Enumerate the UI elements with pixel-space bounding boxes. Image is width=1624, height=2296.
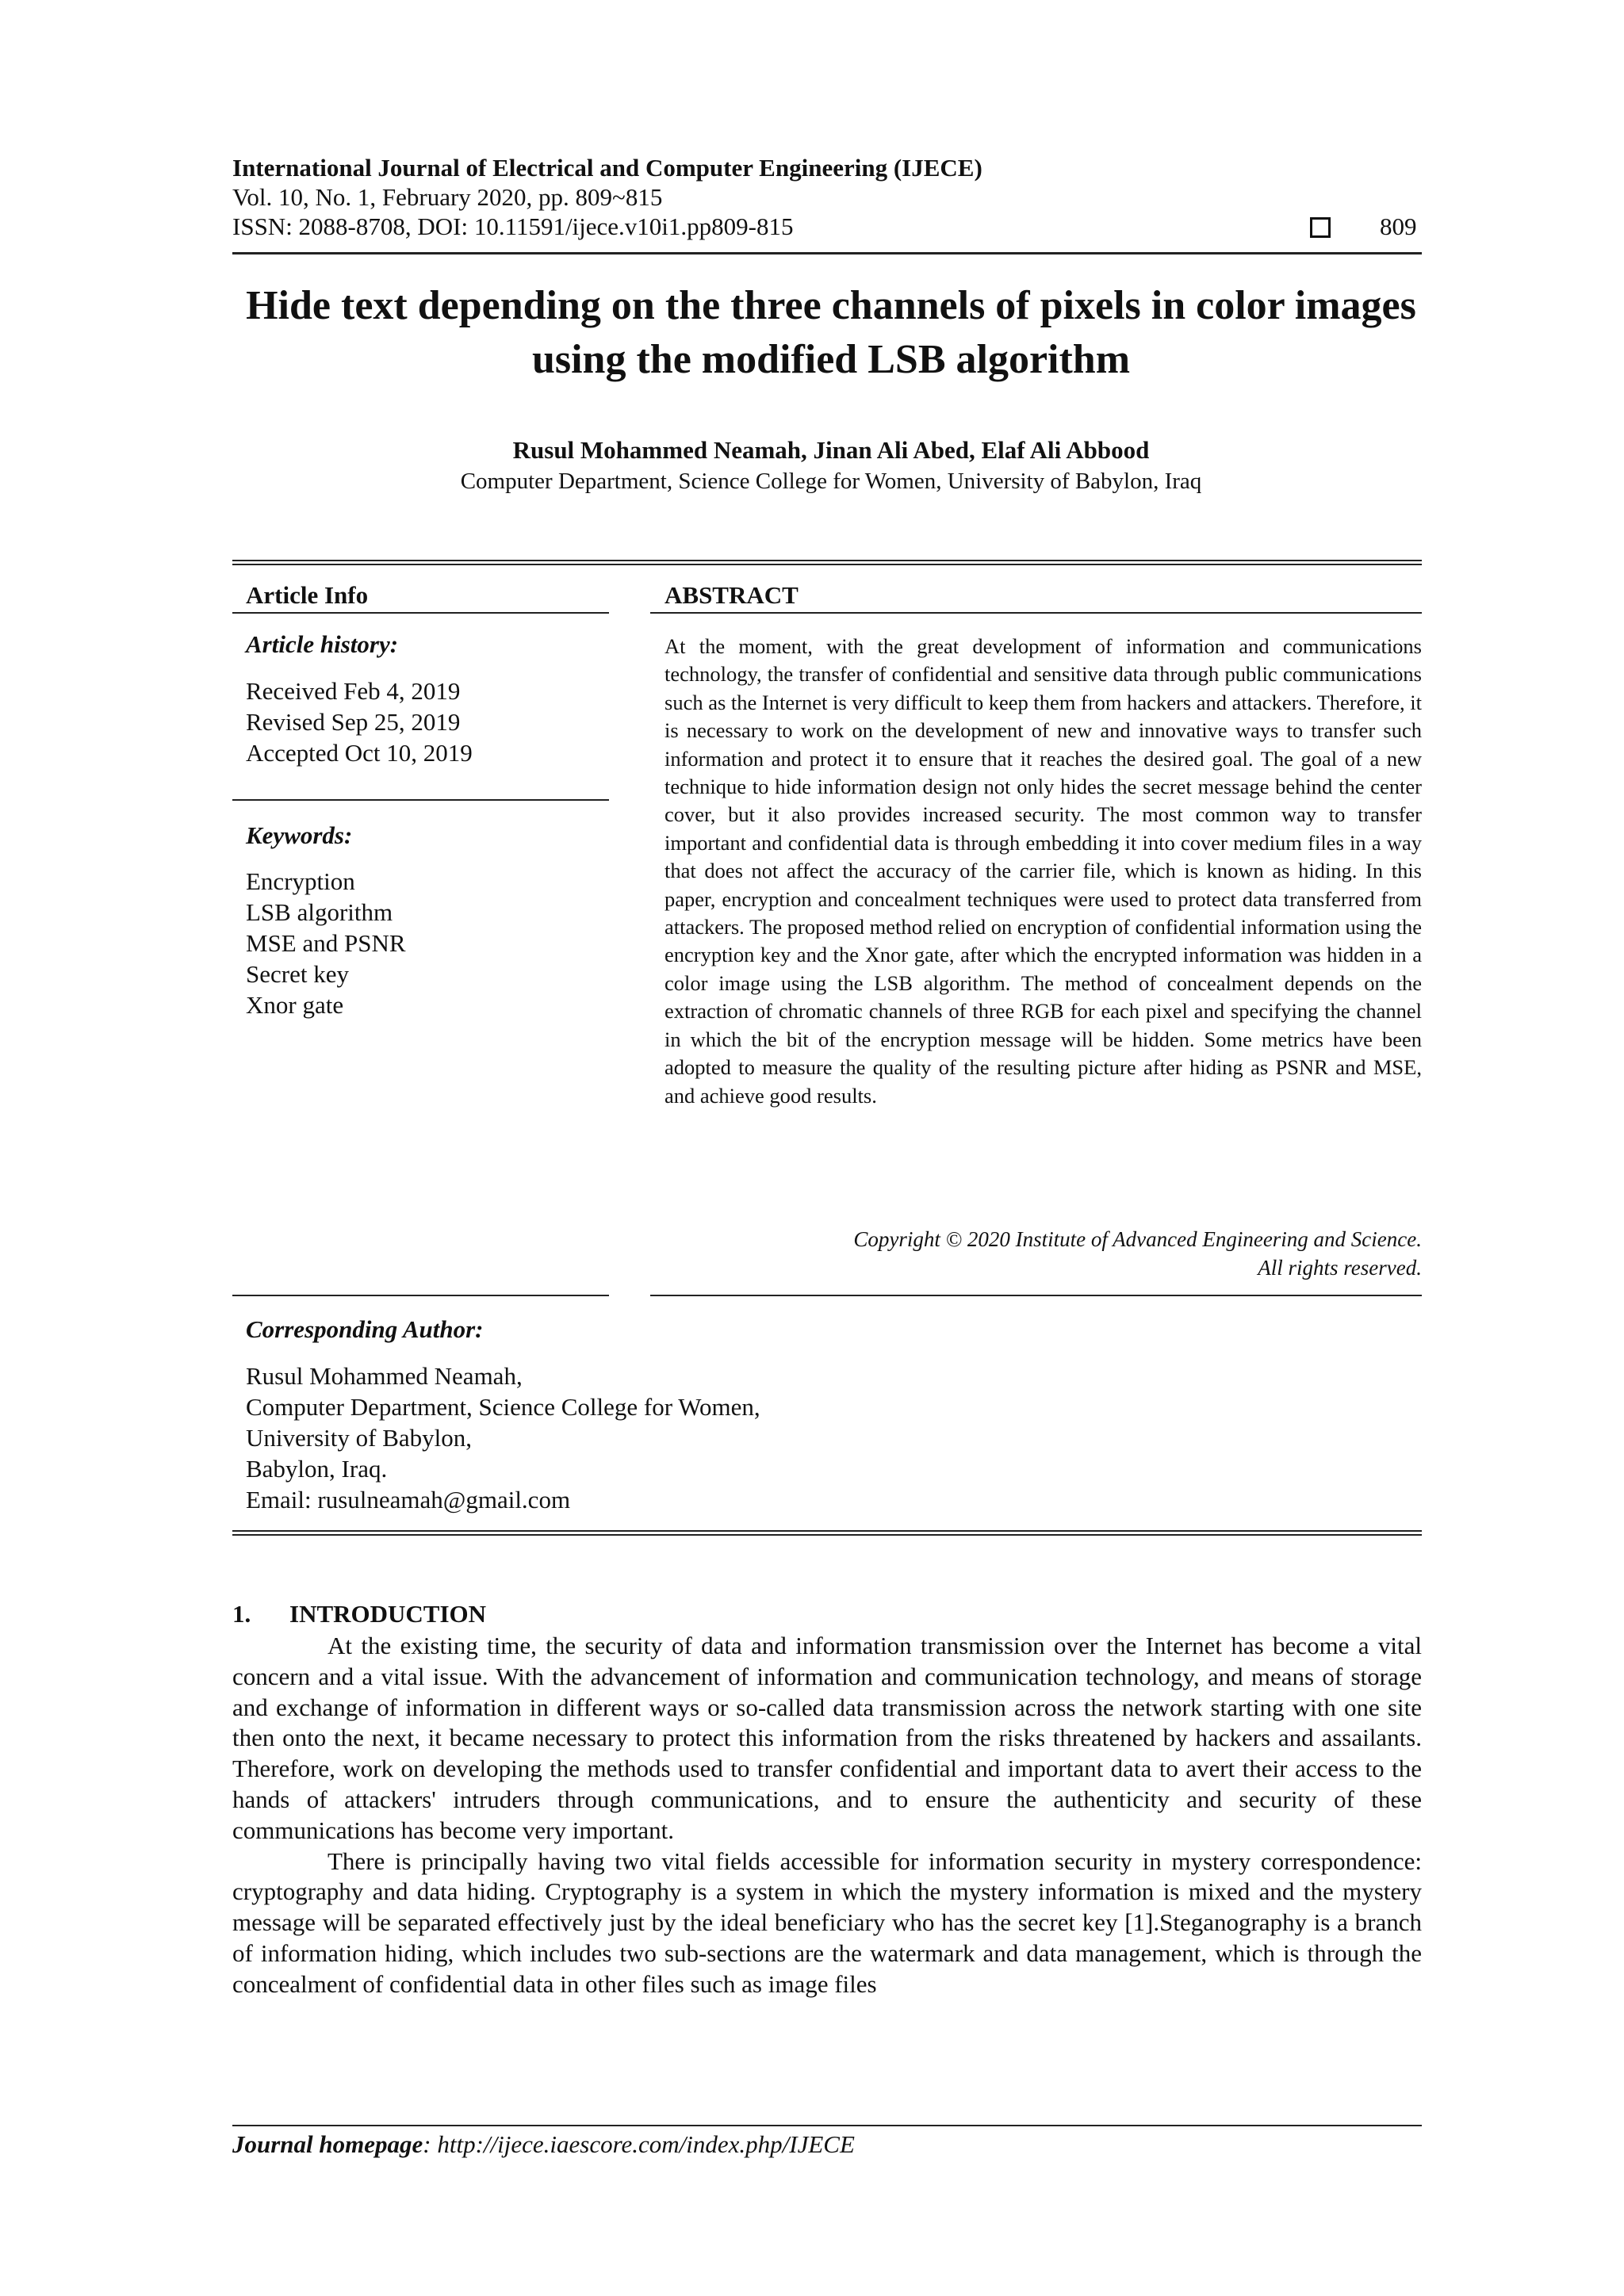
paragraph: There is principally having two vital fields accessible for information security in mystery correspondence: cryptography and data hiding. Cryptography is a system in which the mystery information is mixed and the mystery message will be separated effectively just by the ideal beneficiary who has the secret key [1].Steganography is a branch of information hiding, which includes two sub-sections are the watermark and data management, which is through the concealment of confidential data in other files such as image files — [232, 1846, 1422, 1998]
info-top-rule-2 — [232, 564, 1422, 565]
info-bottom-rule-right — [650, 1295, 1422, 1296]
keyword-item: MSE and PSNR — [246, 929, 406, 957]
page-number: 809 — [1380, 212, 1417, 240]
keyword-item: Xnor gate — [246, 991, 344, 1019]
section-title: INTRODUCTION — [289, 1600, 487, 1628]
author-location: Babylon, Iraq. — [246, 1455, 388, 1483]
rights-line: All rights reserved. — [1258, 1256, 1422, 1280]
issn-doi: ISSN: 2088-8708, DOI: 10.11591/ijece.v10i1.pp809-815 — [232, 212, 794, 240]
introduction-body — [232, 1631, 1422, 2000]
abstract-text: At the moment, with the great development of information and communications technology, the transfer of confidential and sensitive data through public communications such as the Internet is very difficult to keep them from hackers and attackers. Therefore, it is necessary to work on the development of new and innovative ways to transfer such information and protect it to ensure that it reaches the desired goal. The goal of a new technique to hide information design not only hides the secret message behind the center cover, but it also provides increased security. The most common way to transfer important and confidential data is through embedding it into cover medium files in a way that does not affect the accuracy of the carrier file, which is known as hiding. In this paper, encryption and concealment techniques were used to protect data transferred from attackers. The proposed method relied on encryption of confidential information using the encryption key and the Xnor gate, after which the encrypted information was hidden in a color image using the LSB algorithm. The method of concealment depends on the extraction of chromatic channels of three RGB for each pixel and specifying the channel in which the bit of the encryption message will be hidden. Some metrics have been adopted to measure the quality of the resulting picture after hiding as PSNR and MSE, and achieve good results. — [665, 634, 1422, 1108]
author-name: Rusul Mohammed Neamah, — [246, 1362, 523, 1390]
homepage-label: Journal homepage — [232, 2130, 423, 2158]
affiliation: Computer Department, Science College for Women, University of Babylon, Iraq — [460, 469, 1202, 494]
author-department: Computer Department, Science College for Women, — [246, 1393, 760, 1421]
article-history-list — [246, 675, 473, 768]
copyright — [665, 1225, 1422, 1282]
journal-homepage — [232, 2130, 855, 2159]
paragraph: At the existing time, the security of data and information transmission over the Internet has become a vital concern and a vital issue. With the advancement of information and communication technology, and means of storage and exchange of information in different ways or so-called data transmission across the network starting with one site then onto the next, it became necessary to protect this information from the risks threatened by hackers and assailants. Therefore, work on developing the methods used to transfer confidential and important data to avert their access to the hands of attackers' intruders through communications, and to ensure the authenticity and security of these communications has become very important. — [232, 1632, 1422, 1844]
keywords-heading: Keywords: — [246, 821, 353, 849]
author-university: University of Babylon, — [246, 1424, 472, 1452]
keyword-item: Encryption — [246, 867, 355, 895]
section-heading-introduction — [232, 1600, 486, 1628]
keyword-item: LSB algorithm — [246, 898, 393, 926]
homepage-url: : http://ijece.iaescore.com/index.php/IJECE — [423, 2130, 855, 2158]
keywords-list — [246, 866, 406, 1020]
authors: Rusul Mohammed Neamah, Jinan Ali Abed, Elaf Ali Abbood — [512, 436, 1150, 464]
article-info-rule — [232, 612, 609, 614]
history-received: Received Feb 4, 2019 — [246, 677, 461, 705]
paper-title: Hide text depending on the three channels of pixels in color images using the modified LSB algorithm — [246, 283, 1416, 382]
corresponding-author-heading: Corresponding Author: — [246, 1315, 484, 1343]
corresponding-author-details — [246, 1360, 760, 1515]
corresponding-bottom-rule-2 — [232, 1534, 1422, 1536]
abstract-rule — [650, 612, 1422, 614]
history-revised: Revised Sep 25, 2019 — [246, 708, 461, 736]
footer-rule — [232, 2125, 1422, 2126]
journal-name: International Journal of Electrical and Computer Engineering (IJECE) — [232, 154, 982, 182]
corresponding-bottom-rule — [232, 1530, 1422, 1532]
article-info-heading: Article Info — [246, 581, 369, 609]
square-icon — [1310, 217, 1331, 238]
abstract-heading: ABSTRACT — [665, 581, 799, 609]
info-top-rule — [232, 560, 1422, 561]
keyword-item: Secret key — [246, 960, 349, 988]
history-accepted: Accepted Oct 10, 2019 — [246, 739, 473, 767]
copyright-line: Copyright © 2020 Institute of Advanced Engineering and Science. — [853, 1227, 1422, 1251]
history-rule — [232, 799, 609, 801]
section-number: 1. — [232, 1600, 251, 1628]
author-email: Email: rusulneamah@gmail.com — [246, 1486, 571, 1513]
header-rule — [232, 252, 1422, 254]
volume-info: Vol. 10, No. 1, February 2020, pp. 809~815 — [232, 183, 663, 211]
article-history-heading: Article history: — [246, 630, 399, 658]
info-bottom-rule-left — [232, 1295, 609, 1296]
